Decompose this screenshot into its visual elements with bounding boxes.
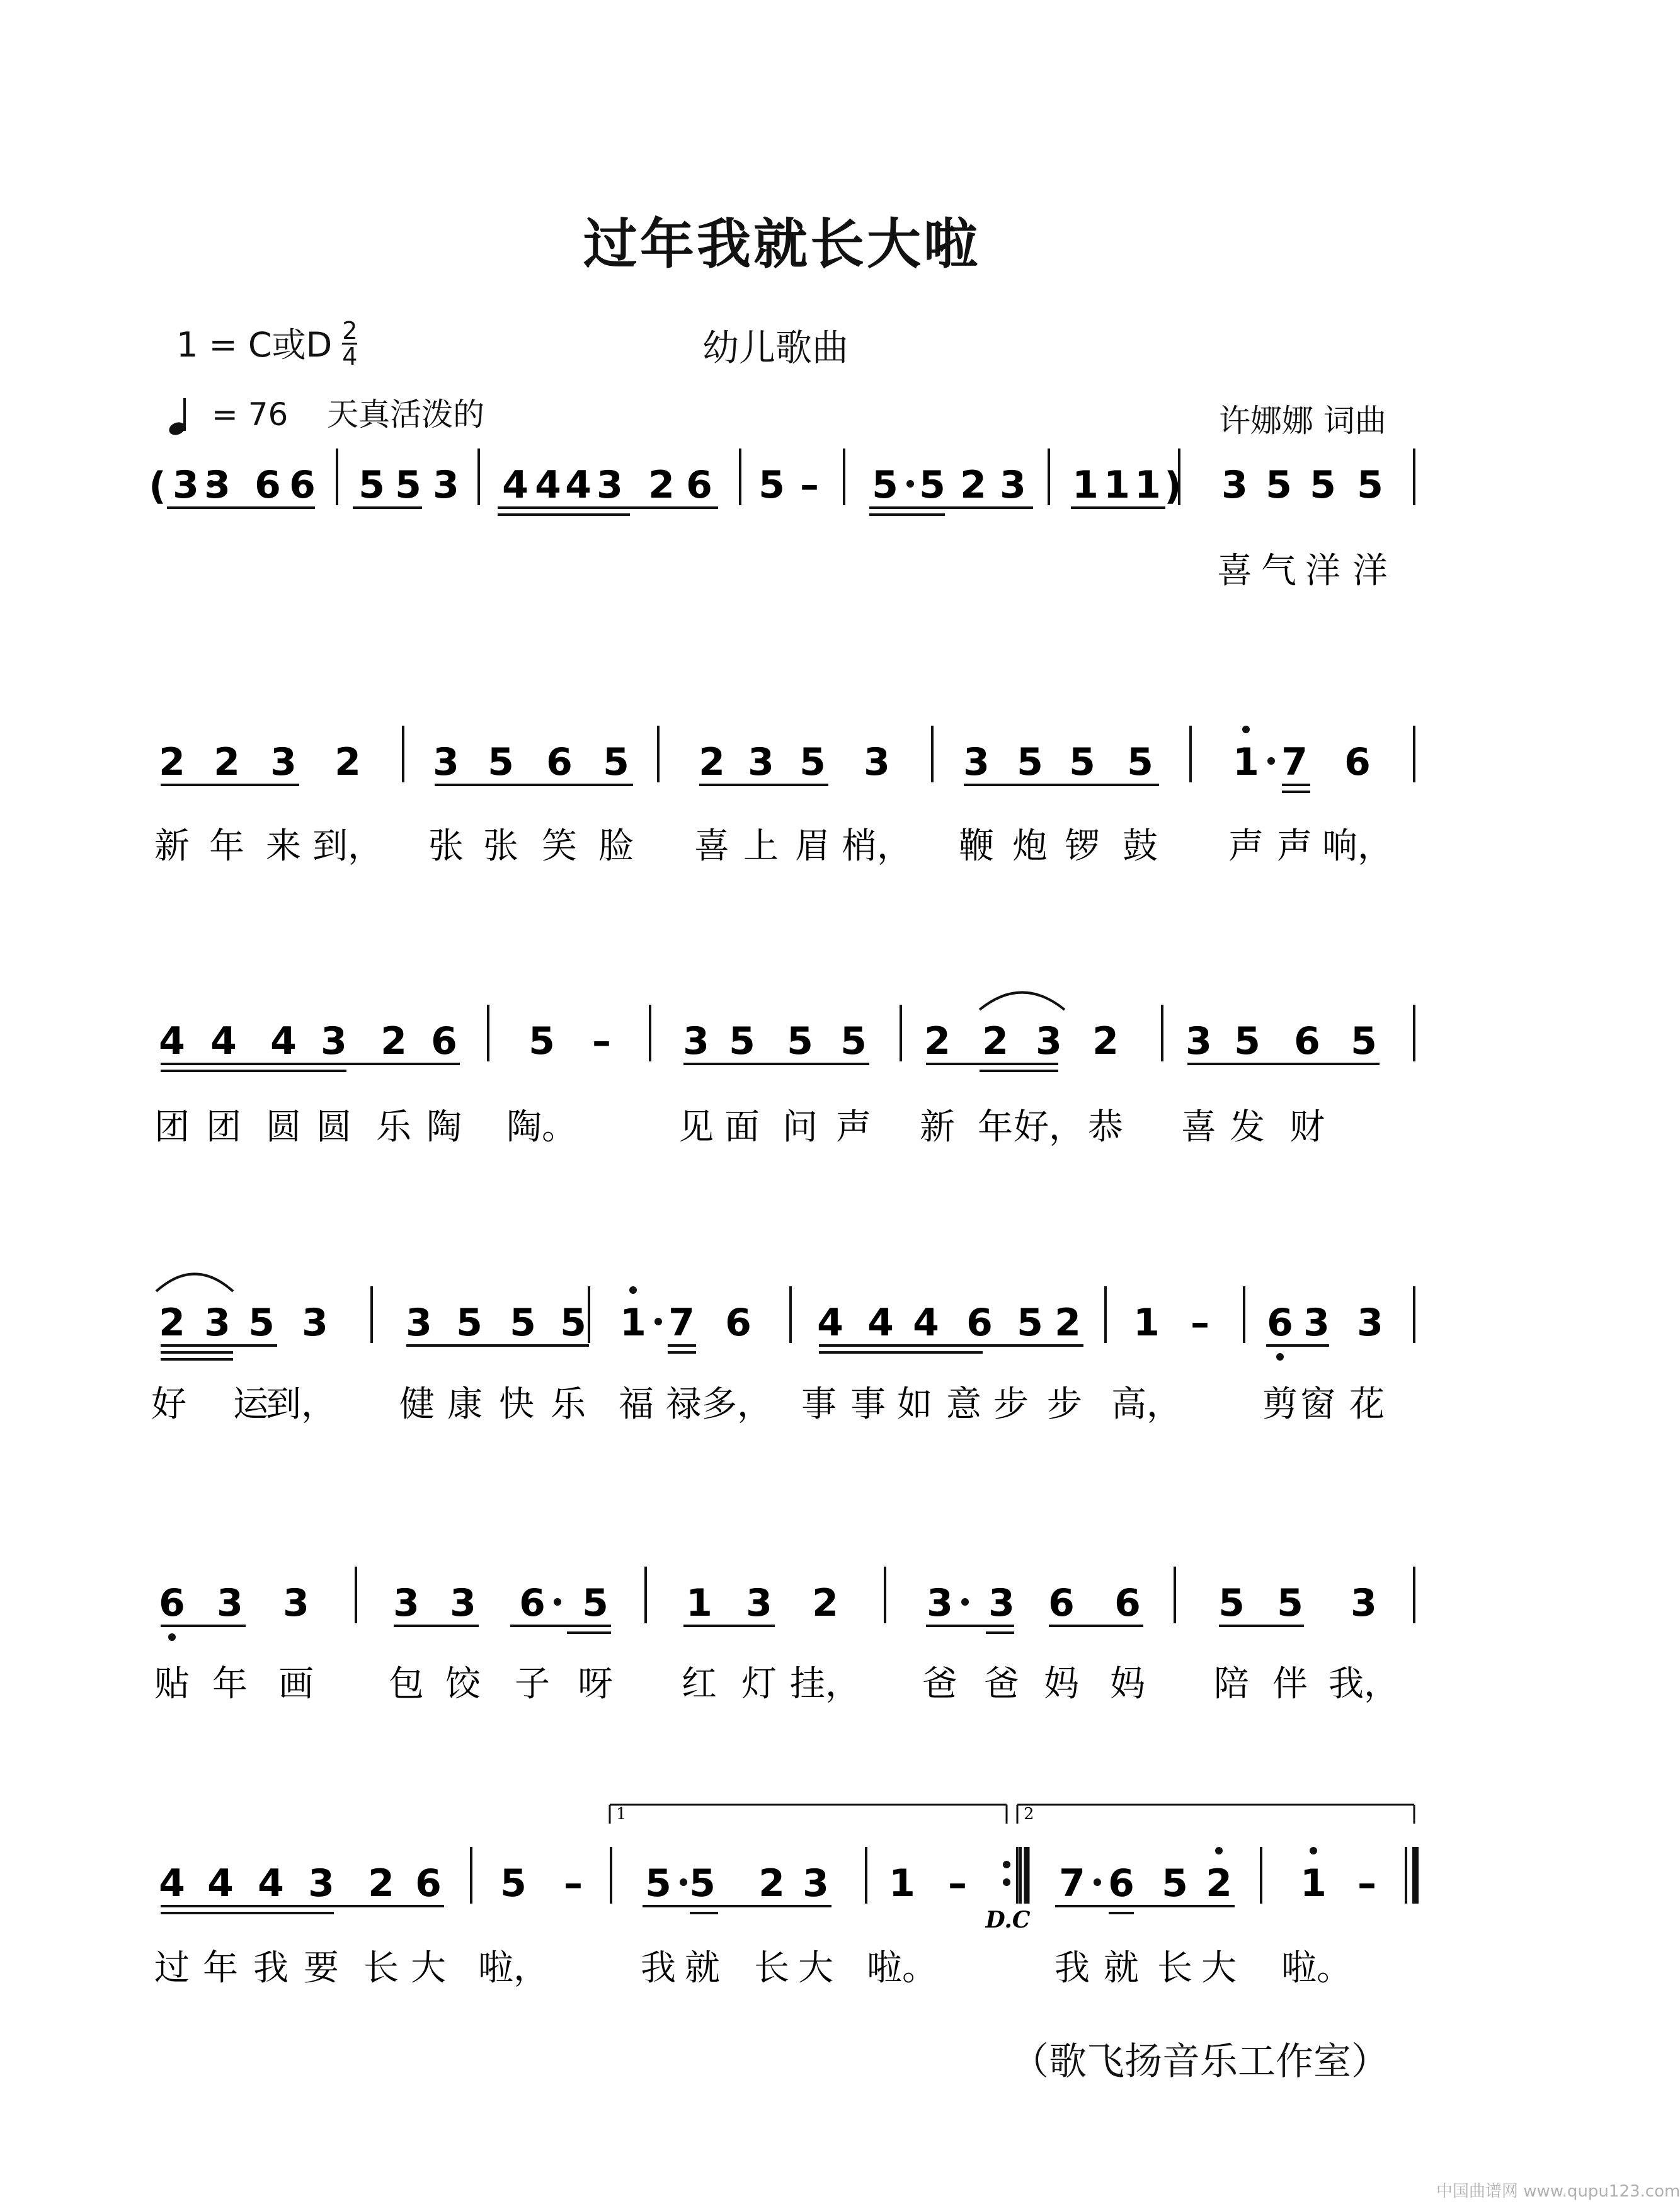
line6-lyric: 就 bbox=[685, 1948, 720, 1989]
line1-note: 5 bbox=[1310, 463, 1336, 507]
genre-label: 幼儿歌曲 bbox=[702, 326, 849, 369]
line4-lyric: 事 bbox=[801, 1384, 837, 1425]
tie-slur bbox=[980, 993, 1065, 1010]
line5-lyric: 子 bbox=[515, 1664, 550, 1705]
line6-lyric: 我 bbox=[641, 1948, 676, 1989]
line1-note: 3 bbox=[1000, 463, 1026, 507]
line3-lyric: 恭 bbox=[1088, 1107, 1123, 1148]
line5-note: 3 bbox=[450, 1581, 476, 1625]
line3-lyric: 好， bbox=[1014, 1107, 1084, 1148]
line3-note: 4 bbox=[210, 1019, 237, 1063]
line2-lyric: 年 bbox=[209, 826, 244, 867]
line2-lyric: 声 bbox=[1277, 826, 1312, 867]
line3-lyric: 团 bbox=[154, 1107, 190, 1148]
line2-lyric: 笑 bbox=[542, 826, 577, 867]
line1-note: 6 bbox=[254, 463, 281, 507]
tempo-value: = 76 bbox=[211, 396, 289, 433]
line4-note: 4 bbox=[913, 1301, 939, 1345]
line1-note: 3 bbox=[597, 463, 623, 507]
line2-note: 6 bbox=[1344, 740, 1371, 784]
line2-lyric: 响， bbox=[1322, 826, 1393, 867]
repeat-dot bbox=[1003, 1861, 1010, 1868]
line4-lyric: 禄 bbox=[666, 1384, 701, 1425]
line1-note: 5 bbox=[1266, 463, 1292, 507]
line5-note: 3 bbox=[988, 1581, 1015, 1625]
line1-note: 3 bbox=[204, 463, 231, 507]
line2-note: 5 bbox=[1127, 740, 1153, 784]
line3-note: 3 bbox=[1186, 1019, 1212, 1063]
line6-note: – bbox=[564, 1861, 583, 1905]
line6-note: 7 bbox=[1059, 1861, 1085, 1905]
line3-note: 2 bbox=[380, 1019, 407, 1063]
line1-note: 5 bbox=[758, 463, 785, 507]
line3-lyric: 喜 bbox=[1181, 1107, 1216, 1148]
line3-note: 6 bbox=[1294, 1019, 1320, 1063]
line3-lyric: 陶 bbox=[426, 1107, 462, 1148]
line4-lyric: 步 bbox=[993, 1384, 1029, 1425]
time-sig-numerator: 2 bbox=[342, 316, 358, 345]
line3-note: 5 bbox=[729, 1019, 755, 1063]
line2-lyric: 脸 bbox=[598, 826, 634, 867]
line4-lyric: 事 bbox=[850, 1384, 886, 1425]
line6-lyric: 我 bbox=[253, 1948, 289, 1989]
line4-lyric: 好 bbox=[151, 1384, 186, 1425]
line5-lyric: 贴 bbox=[154, 1664, 190, 1705]
line5-lyric: 陪 bbox=[1214, 1664, 1249, 1705]
line4-lyric: 运 bbox=[233, 1384, 268, 1425]
line1-lyric: 气 bbox=[1261, 551, 1296, 591]
line4-lyric: 剪 bbox=[1262, 1384, 1298, 1425]
augmentation-dot bbox=[961, 1598, 969, 1606]
line1-note: 1 bbox=[1134, 463, 1161, 507]
studio-credit: （歌飞扬音乐工作室） bbox=[1011, 2040, 1389, 2084]
line6-note: 4 bbox=[258, 1861, 284, 1905]
line4-note: 6 bbox=[725, 1301, 751, 1345]
line5-lyric: 饺 bbox=[445, 1664, 481, 1705]
line4-lyric: 窗 bbox=[1300, 1384, 1335, 1425]
line2-note: 3 bbox=[748, 740, 774, 784]
line4-lyric: 健 bbox=[399, 1384, 435, 1425]
line1-note: 5 bbox=[395, 463, 421, 507]
line3-lyric: 圆 bbox=[266, 1107, 301, 1148]
line1-note: 1 bbox=[1072, 463, 1099, 507]
line5-lyric: 灯 bbox=[741, 1664, 777, 1705]
tie-slur bbox=[156, 1274, 233, 1292]
line3-lyric: 团 bbox=[206, 1107, 241, 1148]
open-parenthesis: ( bbox=[149, 464, 166, 508]
line2-note: 5 bbox=[488, 740, 514, 784]
line1-note: 6 bbox=[686, 463, 712, 507]
line6-lyric: 长 bbox=[363, 1948, 399, 1989]
high-octave-dot bbox=[629, 1286, 637, 1294]
line2-lyric: 梢， bbox=[842, 826, 912, 867]
line3-note: 5 bbox=[840, 1019, 867, 1063]
line5-note: 6 bbox=[1114, 1581, 1141, 1625]
line4-lyric: 如 bbox=[897, 1384, 932, 1425]
repeat-dot bbox=[1003, 1878, 1010, 1886]
augmentation-dot bbox=[1094, 1878, 1101, 1886]
tempo-expression: 天真活泼的 bbox=[327, 396, 485, 433]
line4-note: 2 bbox=[1054, 1301, 1081, 1345]
line1-note: 2 bbox=[648, 463, 675, 507]
line2-note: 5 bbox=[1069, 740, 1095, 784]
line2-lyric: 来 bbox=[266, 826, 301, 867]
line3-note: 2 bbox=[1092, 1019, 1119, 1063]
line3-note: 3 bbox=[683, 1019, 709, 1063]
line6-lyric: 大 bbox=[798, 1948, 833, 1989]
line4-note: 3 bbox=[406, 1301, 432, 1345]
line5-lyric: 爸 bbox=[922, 1664, 957, 1705]
line1-note: 4 bbox=[535, 463, 561, 507]
low-octave-dot bbox=[168, 1633, 176, 1641]
line2-note: 2 bbox=[334, 740, 361, 784]
line3-note: 3 bbox=[321, 1019, 347, 1063]
line4-lyric: 康 bbox=[447, 1384, 483, 1425]
line2-lyric: 张 bbox=[428, 826, 464, 867]
line4-lyric: 福 bbox=[619, 1384, 654, 1425]
augmentation-dot bbox=[654, 1318, 662, 1325]
line5-lyric: 包 bbox=[389, 1664, 424, 1705]
line6-note: 6 bbox=[415, 1861, 442, 1905]
line4-note: 5 bbox=[456, 1301, 483, 1345]
line1-note: 5 bbox=[872, 463, 898, 507]
line2-note: 3 bbox=[963, 740, 990, 784]
line2-lyric: 鼓 bbox=[1123, 826, 1158, 867]
line6-note: – bbox=[948, 1861, 967, 1905]
line5-note: 3 bbox=[283, 1581, 309, 1625]
line3-note: – bbox=[592, 1019, 611, 1063]
line2-lyric: 到， bbox=[312, 826, 383, 867]
time-sig-denominator: 4 bbox=[342, 342, 358, 370]
line3-note: 5 bbox=[1234, 1019, 1260, 1063]
line6-note: 6 bbox=[1108, 1861, 1134, 1905]
line2-lyric: 上 bbox=[743, 826, 779, 867]
line5-note: 6 bbox=[519, 1581, 546, 1625]
line3-note: 5 bbox=[1351, 1019, 1377, 1063]
line6-note: 2 bbox=[368, 1861, 394, 1905]
line3-lyric: 年 bbox=[978, 1107, 1013, 1148]
line4-note: 5 bbox=[248, 1301, 275, 1345]
line5-lyric: 妈 bbox=[1110, 1664, 1145, 1705]
line6-note: 1 bbox=[1300, 1861, 1327, 1905]
high-octave-dot bbox=[1310, 1847, 1317, 1854]
line2-lyric: 锣 bbox=[1065, 826, 1100, 867]
line3-lyric: 财 bbox=[1289, 1107, 1325, 1148]
line5-note: 1 bbox=[686, 1581, 712, 1625]
line4-lyric: 意 bbox=[946, 1384, 981, 1425]
line4-note: 2 bbox=[159, 1301, 185, 1345]
author-label: 许娜娜 词曲 bbox=[1219, 403, 1386, 439]
line6-lyric: 啦， bbox=[478, 1948, 549, 1989]
line1-note: 5 bbox=[358, 463, 385, 507]
line5-note: 2 bbox=[812, 1581, 838, 1625]
line3-note: 3 bbox=[1036, 1019, 1062, 1063]
line5-lyric: 画 bbox=[278, 1664, 314, 1705]
line6-lyric: 要 bbox=[304, 1948, 339, 1989]
line3-note: 2 bbox=[924, 1019, 951, 1063]
line6-lyric: 啦。 bbox=[1281, 1948, 1352, 1989]
line5-note: 5 bbox=[1218, 1581, 1245, 1625]
line1-note: 3 bbox=[1221, 463, 1248, 507]
line1-note: 4 bbox=[565, 463, 591, 507]
high-octave-dot bbox=[1242, 726, 1250, 733]
line2-note: 5 bbox=[603, 740, 629, 784]
line3-lyric: 声 bbox=[836, 1107, 871, 1148]
line4-note: – bbox=[1191, 1301, 1209, 1345]
line4-note: 7 bbox=[668, 1301, 695, 1345]
line6-lyric: 大 bbox=[411, 1948, 446, 1989]
line5-lyric: 爸 bbox=[984, 1664, 1019, 1705]
line2-note: 7 bbox=[1281, 740, 1308, 784]
line1-note: 4 bbox=[502, 463, 529, 507]
line4-note: 5 bbox=[560, 1301, 586, 1345]
line1-note: 3 bbox=[173, 463, 199, 507]
line4-note: 1 bbox=[1133, 1301, 1160, 1345]
line1-note: 6 bbox=[289, 463, 316, 507]
line2-note: 3 bbox=[433, 740, 459, 784]
line6-note: 1 bbox=[889, 1861, 915, 1905]
line3-note: 5 bbox=[529, 1019, 555, 1063]
line2-lyric: 鞭 bbox=[959, 826, 994, 867]
line2-note: 2 bbox=[214, 740, 240, 784]
line5-lyric: 呀 bbox=[578, 1664, 613, 1705]
line6-note: 5 bbox=[689, 1861, 716, 1905]
line6-lyric: 年 bbox=[203, 1948, 238, 1989]
line5-note: 5 bbox=[1277, 1581, 1303, 1625]
line5-note: 3 bbox=[393, 1581, 420, 1625]
line3-lyric: 发 bbox=[1230, 1107, 1265, 1148]
high-octave-dot bbox=[1215, 1847, 1223, 1854]
volta-number-1: 1 bbox=[616, 1805, 627, 1824]
line5-note: 6 bbox=[1048, 1581, 1075, 1625]
line4-lyric: 高， bbox=[1111, 1384, 1182, 1425]
line4-note: 3 bbox=[302, 1301, 328, 1345]
line4-note: 3 bbox=[204, 1301, 231, 1345]
line1-note: 2 bbox=[960, 463, 986, 507]
close-parenthesis: ) bbox=[1164, 464, 1182, 508]
line6-note: 4 bbox=[159, 1861, 185, 1905]
line3-note: 6 bbox=[431, 1019, 457, 1063]
augmentation-dot bbox=[1267, 757, 1275, 765]
line4-note: 3 bbox=[1303, 1301, 1330, 1345]
key-label: 1 = C或D bbox=[176, 325, 333, 365]
line5-lyric: 年 bbox=[212, 1664, 248, 1705]
line3-lyric: 问 bbox=[782, 1107, 818, 1148]
line1-note: – bbox=[800, 463, 819, 507]
line4-lyric: 乐 bbox=[551, 1384, 586, 1425]
line3-note: 4 bbox=[159, 1019, 185, 1063]
low-octave-dot bbox=[1276, 1353, 1284, 1361]
line2-note: 5 bbox=[1017, 740, 1043, 784]
line2-note: 5 bbox=[799, 740, 826, 784]
line4-note: 3 bbox=[1357, 1301, 1383, 1345]
line4-note: 5 bbox=[1017, 1301, 1043, 1345]
line5-lyric: 妈 bbox=[1044, 1664, 1079, 1705]
line6-lyric: 啦。 bbox=[867, 1948, 937, 1989]
line6-note: 3 bbox=[803, 1861, 829, 1905]
line3-lyric: 面 bbox=[724, 1107, 760, 1148]
line2-lyric: 张 bbox=[483, 826, 518, 867]
line1-lyric: 洋 bbox=[1305, 551, 1340, 591]
line3-lyric: 见 bbox=[678, 1107, 714, 1148]
line2-note: 6 bbox=[546, 740, 573, 784]
line6-lyric: 长 bbox=[1157, 1948, 1192, 1989]
line6-note: – bbox=[1357, 1861, 1376, 1905]
line2-note: 2 bbox=[699, 740, 725, 784]
line4-note: 6 bbox=[1267, 1301, 1293, 1345]
line5-note: 3 bbox=[217, 1581, 243, 1625]
augmentation-dot bbox=[554, 1598, 561, 1606]
line1-lyric: 喜 bbox=[1217, 551, 1252, 591]
line4-note: 1 bbox=[620, 1301, 646, 1345]
line4-lyric: 花 bbox=[1349, 1384, 1385, 1425]
line5-lyric: 伴 bbox=[1272, 1664, 1308, 1705]
line5-lyric: 我， bbox=[1329, 1664, 1399, 1705]
line4-lyric: 到， bbox=[266, 1384, 336, 1425]
line5-note: 3 bbox=[927, 1581, 953, 1625]
line2-lyric: 新 bbox=[154, 826, 190, 867]
line2-lyric: 声 bbox=[1228, 826, 1264, 867]
line4-note: 6 bbox=[966, 1301, 993, 1345]
line6-lyric: 就 bbox=[1104, 1948, 1139, 1989]
line5-note: 3 bbox=[746, 1581, 772, 1625]
line6-lyric: 大 bbox=[1201, 1948, 1237, 1989]
line1-note: 1 bbox=[1104, 463, 1130, 507]
volta-number-2: 2 bbox=[1024, 1805, 1034, 1824]
line6-note: 2 bbox=[1206, 1861, 1232, 1905]
line1-lyric: 洋 bbox=[1352, 551, 1388, 591]
augmentation-dot bbox=[680, 1878, 687, 1886]
line1-note: 5 bbox=[919, 463, 946, 507]
line6-note: 2 bbox=[758, 1861, 785, 1905]
augmentation-dot bbox=[906, 480, 914, 488]
line3-lyric: 乐 bbox=[376, 1107, 411, 1148]
line6-note: 4 bbox=[207, 1861, 234, 1905]
line3-lyric: 陶。 bbox=[506, 1107, 577, 1148]
line5-lyric: 挂， bbox=[790, 1664, 860, 1705]
line6-lyric: 过 bbox=[154, 1948, 190, 1989]
song-title: 过年我就长大啦 bbox=[583, 212, 980, 276]
line6-lyric: 我 bbox=[1054, 1948, 1090, 1989]
line5-note: 5 bbox=[582, 1581, 609, 1625]
line2-note: 3 bbox=[864, 740, 890, 784]
line6-lyric: 长 bbox=[754, 1948, 789, 1989]
line4-note: 4 bbox=[867, 1301, 894, 1345]
line6-note: 5 bbox=[1162, 1861, 1188, 1905]
line2-lyric: 炮 bbox=[1012, 826, 1048, 867]
line1-note: 3 bbox=[433, 463, 459, 507]
line5-lyric: 红 bbox=[682, 1664, 717, 1705]
line6-note: 5 bbox=[500, 1861, 527, 1905]
line4-note: 4 bbox=[817, 1301, 843, 1345]
line3-lyric: 新 bbox=[920, 1107, 955, 1148]
line6-note: 3 bbox=[308, 1861, 334, 1905]
line4-lyric: 快 bbox=[499, 1384, 534, 1425]
site-watermark: 中国曲谱网 www.qupu123.com bbox=[1436, 2182, 1680, 2201]
line6-note: 5 bbox=[645, 1861, 671, 1905]
line2-note: 1 bbox=[1233, 740, 1259, 784]
line3-lyric: 圆 bbox=[316, 1107, 351, 1148]
line4-lyric: 步 bbox=[1047, 1384, 1082, 1425]
line3-note: 2 bbox=[982, 1019, 1009, 1063]
line3-note: 4 bbox=[270, 1019, 297, 1063]
line2-lyric: 喜 bbox=[694, 826, 729, 867]
line2-note: 2 bbox=[159, 740, 185, 784]
line5-note: 3 bbox=[1351, 1581, 1377, 1625]
line4-lyric: 多， bbox=[702, 1384, 772, 1425]
line2-lyric: 眉 bbox=[795, 826, 830, 867]
line2-note: 3 bbox=[270, 740, 297, 784]
line1-note: 5 bbox=[1357, 463, 1383, 507]
dc-marking: D.C bbox=[985, 1907, 1031, 1933]
line4-note: 5 bbox=[510, 1301, 536, 1345]
line5-note: 6 bbox=[159, 1581, 185, 1625]
line3-note: 5 bbox=[787, 1019, 813, 1063]
